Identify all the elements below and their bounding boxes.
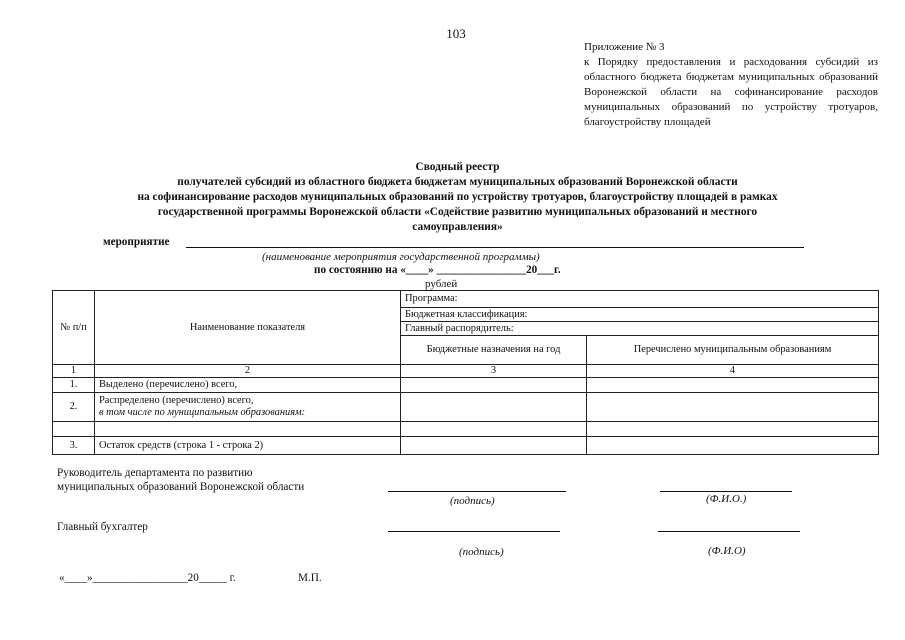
accountant-signature-line: [388, 531, 560, 532]
column-number: 4: [587, 365, 879, 378]
table-row: [53, 393, 879, 422]
accountant-signature-hint: (подпись): [459, 546, 504, 558]
date-line: «____»_________________20_____ г.: [59, 572, 236, 584]
head-fio-hint: (Ф.И.О.): [706, 493, 747, 505]
column-number: 1: [53, 365, 95, 378]
row-name: Выделено (перечислено) всего,: [95, 378, 401, 393]
activity-hint: (наименование мероприятия государственной программы): [262, 251, 540, 263]
empty-cell: [587, 422, 879, 437]
row-name-cell: [95, 393, 401, 422]
program-label: Программа:: [401, 291, 879, 308]
empty-cell: [587, 393, 879, 422]
empty-cell: [401, 422, 587, 437]
empty-cell: [53, 422, 95, 437]
col4-header: Перечислено муниципальным образованиям: [587, 336, 879, 365]
register-subtitle-line4: самоуправления»: [412, 221, 503, 233]
head-title-line1: Руководитель департамента по развитию: [57, 467, 253, 479]
row-subname: в том числе по муниципальным образованиям:: [99, 407, 306, 418]
activity-label: мероприятие: [103, 236, 170, 248]
no-header: № п/п: [53, 291, 95, 365]
currency-label: рублей: [425, 278, 458, 290]
appendix-note: [584, 40, 878, 130]
appendix-title: Приложение № 3: [584, 41, 665, 53]
accountant-title: Главный бухгалтер: [57, 521, 148, 533]
chief-manager-label: Главный распорядитель:: [401, 322, 879, 336]
row-number: 3.: [53, 437, 95, 455]
table-row: [53, 437, 879, 455]
register-title: Сводный реестр: [415, 161, 500, 173]
register-table: [52, 290, 879, 455]
column-number-row: [53, 365, 879, 378]
status-date-line: по состоянию на «____» ________________20___г.: [314, 264, 561, 276]
row-name: Остаток средств (строка 1 - строка 2): [95, 437, 401, 455]
accountant-fio-hint: (Ф.И.О): [708, 545, 746, 557]
seal-place: М.П.: [298, 572, 322, 584]
head-fio-line: [660, 491, 792, 492]
table-row: [53, 422, 879, 437]
col3-header: Бюджетные назначения на год: [401, 336, 587, 365]
name-header: Наименование показателя: [95, 291, 401, 365]
table-header-row: [53, 291, 879, 308]
appendix-text: к Порядку предоставления и расходования субсидий из областного бюджета бюджетам муниципальных образований Воронежской области на софинансирование расходов муниципальных образований по устройству тротуаров, благоустройству площадей: [584, 56, 878, 128]
register-subtitle-line1: получателей субсидий из областного бюджета бюджетам муниципальных образований Воронежской области: [177, 176, 738, 188]
page-number: 103: [446, 26, 466, 41]
column-number: 2: [95, 365, 401, 378]
empty-cell: [401, 437, 587, 455]
accountant-fio-line: [658, 531, 800, 532]
table-row: [53, 378, 879, 393]
head-signature-hint: (подпись): [450, 495, 495, 507]
empty-cell: [95, 422, 401, 437]
register-subtitle-line3: государственной программы Воронежской области «Содействие развитию муниципальных образований и местного: [157, 206, 758, 218]
empty-cell: [587, 437, 879, 455]
row-number: 2.: [53, 393, 95, 422]
row-name: Распределено (перечислено) всего,: [99, 395, 254, 406]
head-signature-line: [388, 491, 566, 492]
empty-cell: [401, 393, 587, 422]
activity-field-line: [186, 247, 804, 248]
budget-class-label: Бюджетная классификация:: [401, 308, 879, 322]
empty-cell: [587, 378, 879, 393]
column-number: 3: [401, 365, 587, 378]
empty-cell: [401, 378, 587, 393]
head-title-line2: муниципальных образований Воронежской области: [57, 481, 305, 493]
register-subtitle-line2: на софинансирование расходов муниципальных образований по устройству тротуаров, благоустройству площадей в рамках: [137, 191, 778, 203]
row-number: 1.: [53, 378, 95, 393]
